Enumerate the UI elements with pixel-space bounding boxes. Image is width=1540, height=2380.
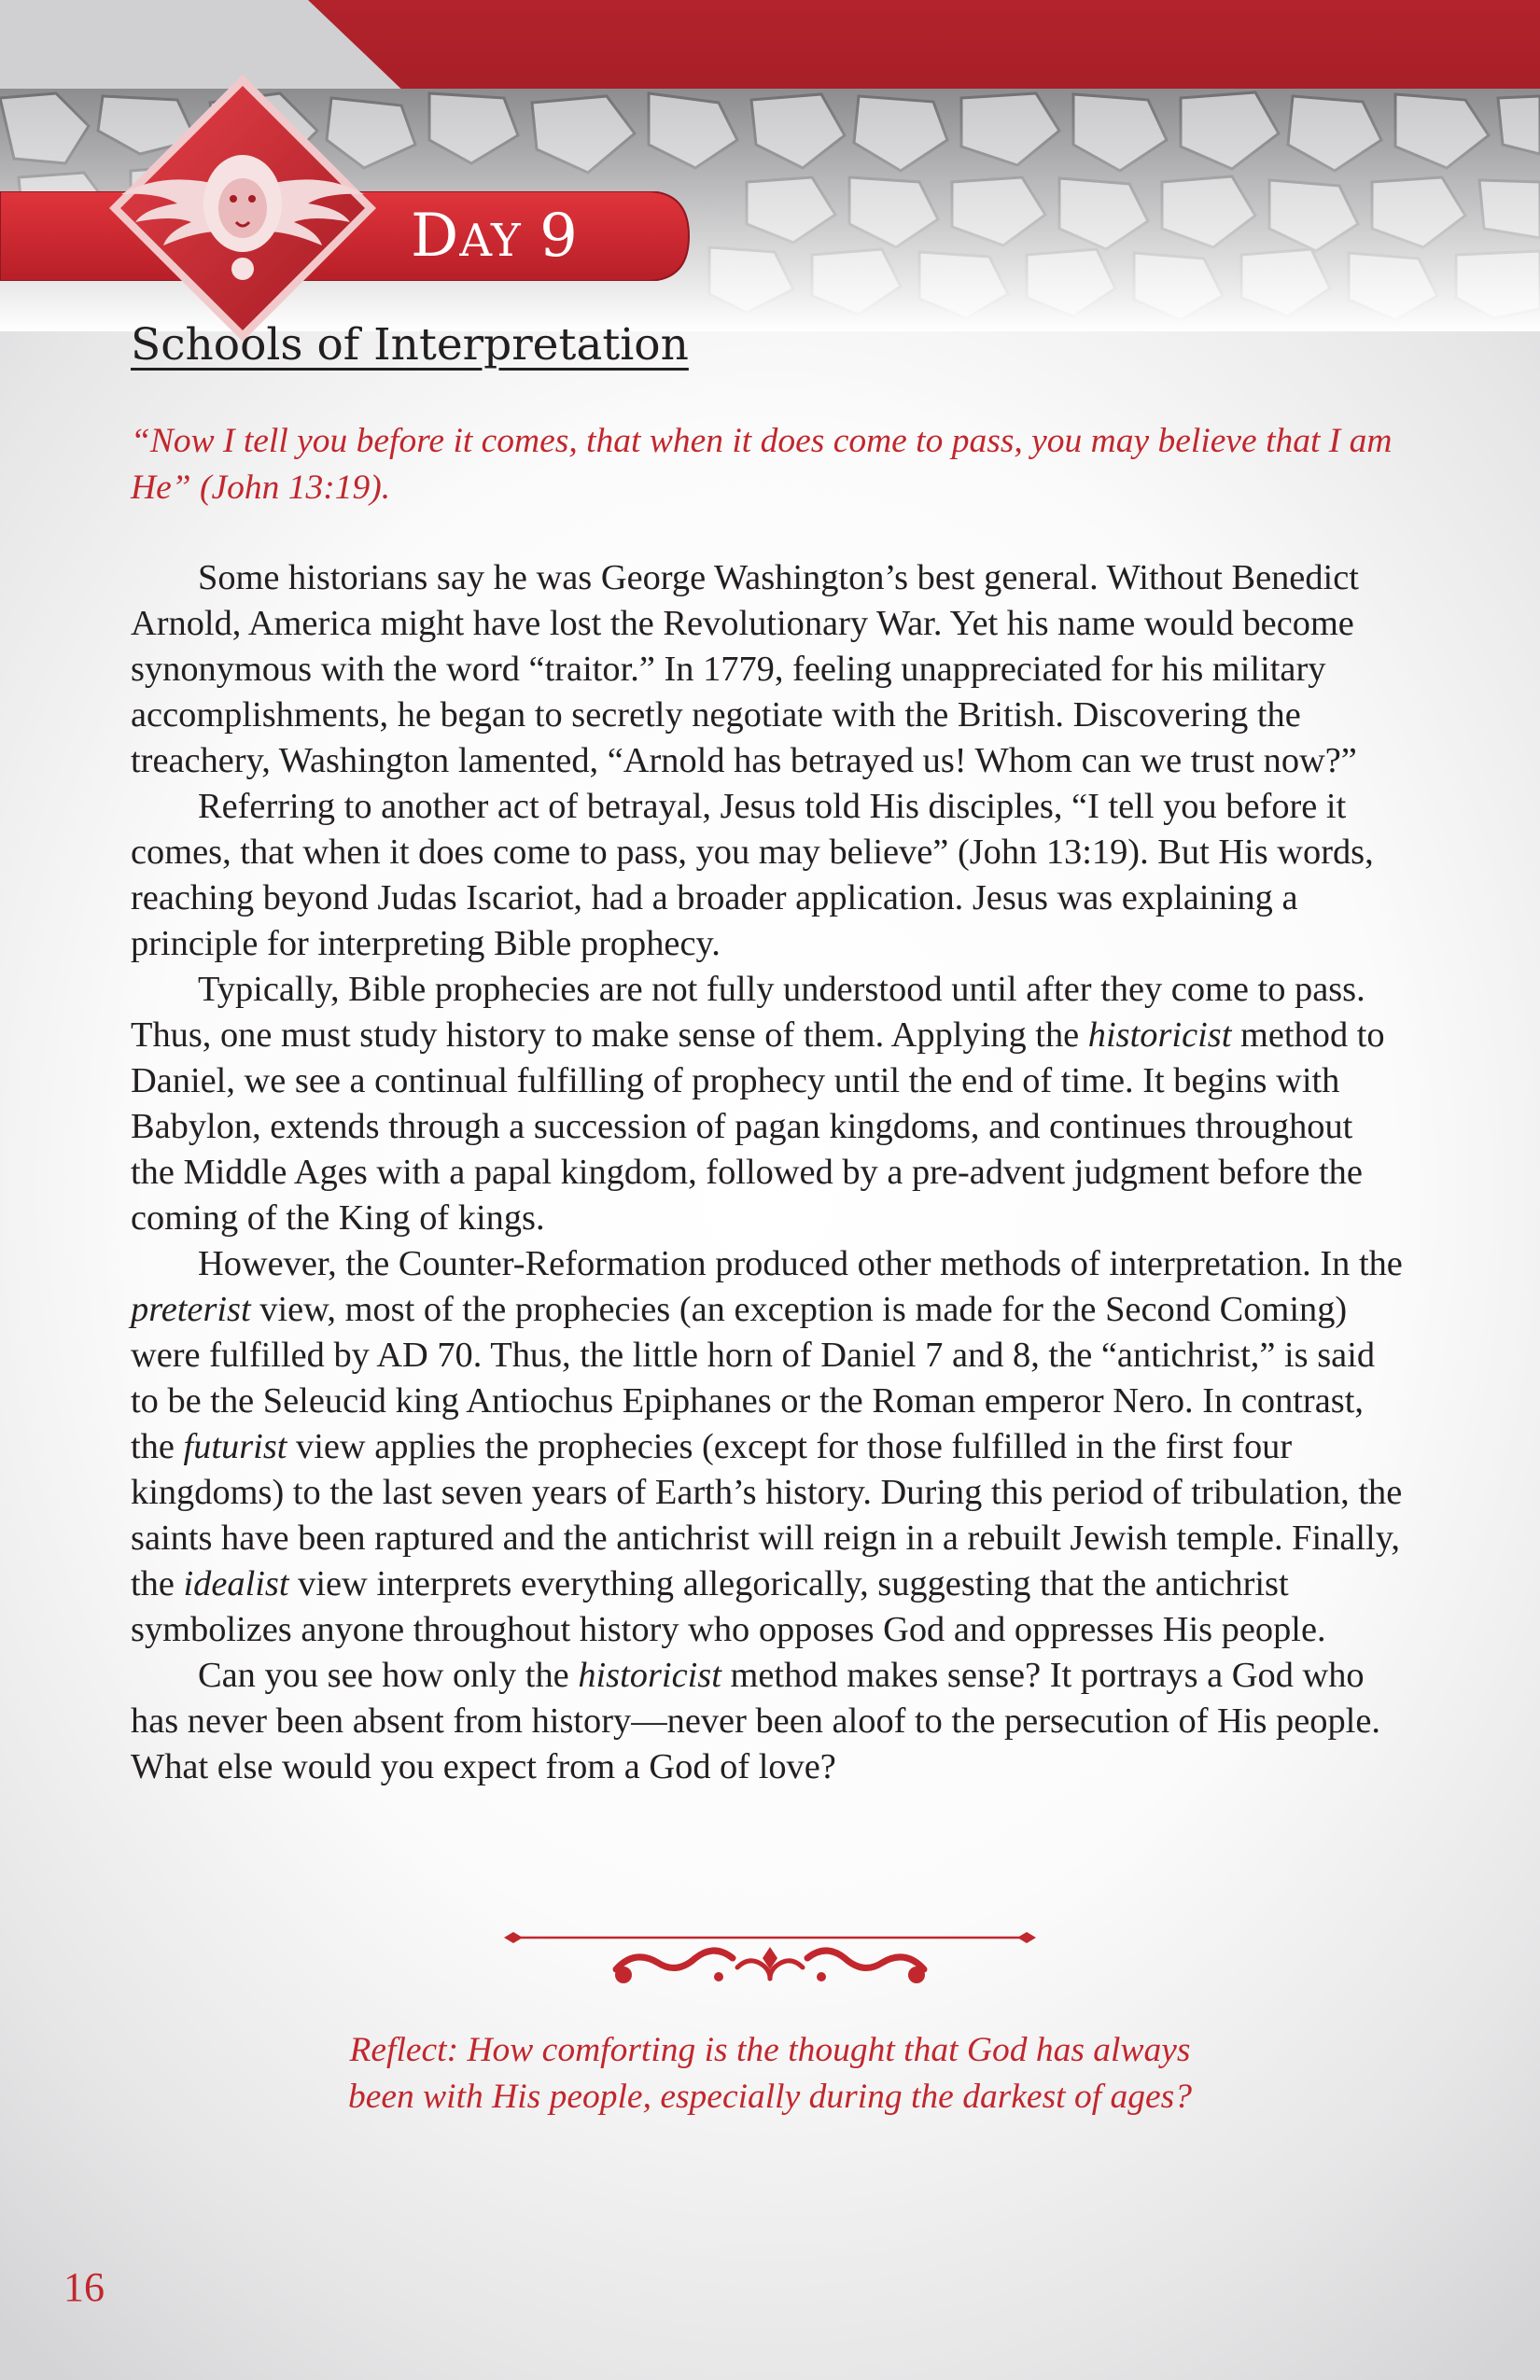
term-futurist: futurist bbox=[183, 1427, 287, 1466]
reflect-prompt bbox=[210, 2027, 1330, 2121]
paragraph-4: However, the Counter-Reformation produced other methods of interpretation. In the preterist view, most of the prophecies (an exception is made for the Second Coming) were fulfilled by AD 70. Thus, the little horn of Daniel 7 and 8, the “antichrist,” is said to be the Seleucid king Antiochus Epiphanes or the Roman emperor Nero. In contrast, the futurist view applies the prophecies (except for those fulfilled in the first four kingdoms) to the last seven years of Earth’s history. During this period of tribulation, the saints have been raptured and the antichrist will reign in a rebuilt Jewish temple. Finally, the idealist view interprets everything allegorically, suggesting that the antichrist symbolizes anyone throughout history who opposes God and oppresses His people. bbox=[131, 1244, 1403, 1649]
winged-lion-emblem-icon bbox=[107, 73, 378, 343]
page-number: 16 bbox=[63, 2264, 105, 2310]
day-label-rest: AY bbox=[459, 215, 522, 267]
page-title: Schools of Interpretation bbox=[131, 319, 689, 371]
paragraph-3: Typically, Bible prophecies are not fully understood until after they come to pass. Thus, one must study history to make sense of them. Applying the historicist method to Daniel, we see a continual fulfilling of prophecy until the end of time. It begins with Babylon, extends through a succession of pagan kingdoms, and continues throughout the Middle Ages with a papal kingdom, followed by a pre-advent judgment before the coming of the King of kings. bbox=[131, 970, 1385, 1238]
day-label bbox=[411, 199, 579, 273]
flourish-divider-icon bbox=[504, 1930, 1036, 1994]
term-historicist-2: historicist bbox=[578, 1656, 721, 1695]
reflect-line-1: Reflect: How comforting is the thought that God has always bbox=[349, 2031, 1191, 2069]
epigraph-quote: “Now I tell you before it comes, that when it does come to pass, you may believe that I am He” (John 13:19). bbox=[131, 422, 1393, 507]
reflect-line-2: been with His people, especially during the darkest of ages? bbox=[348, 2078, 1192, 2116]
paragraph-5: Can you see how only the historicist method makes sense? It portrays a God who has never been absent from history—never been aloof to the persecution of His people. What else would you expect from a God of love? bbox=[131, 1656, 1380, 1786]
term-preterist: preterist bbox=[131, 1290, 251, 1329]
paragraph-1: Some historians say he was George Washington’s best general. Without Benedict Arnold, America might have lost the Revolutionary War. Yet his name would become synonymous with the word “traitor.” In 1779, feeling unappreciated for his military accomplishments, he began to secretly negotiate with the British. Discovering the treachery, Washington lamented, “Arnold has betrayed us! Whom can we trust now?” bbox=[131, 558, 1359, 780]
day-label-first: D bbox=[411, 202, 460, 271]
body-text bbox=[131, 555, 1405, 1790]
day-number: 9 bbox=[539, 202, 579, 271]
paragraph-2: Referring to another act of betrayal, Jesus told His disciples, “I tell you before it comes, that when it does come to pass, you may believe” (John 13:19). But His words, reaching beyond Judas Iscariot, had a broader application. Jesus was explaining a principle for interpreting Bible prophecy. bbox=[131, 787, 1374, 963]
term-idealist: idealist bbox=[183, 1564, 289, 1603]
term-historicist: historicist bbox=[1087, 1015, 1232, 1055]
